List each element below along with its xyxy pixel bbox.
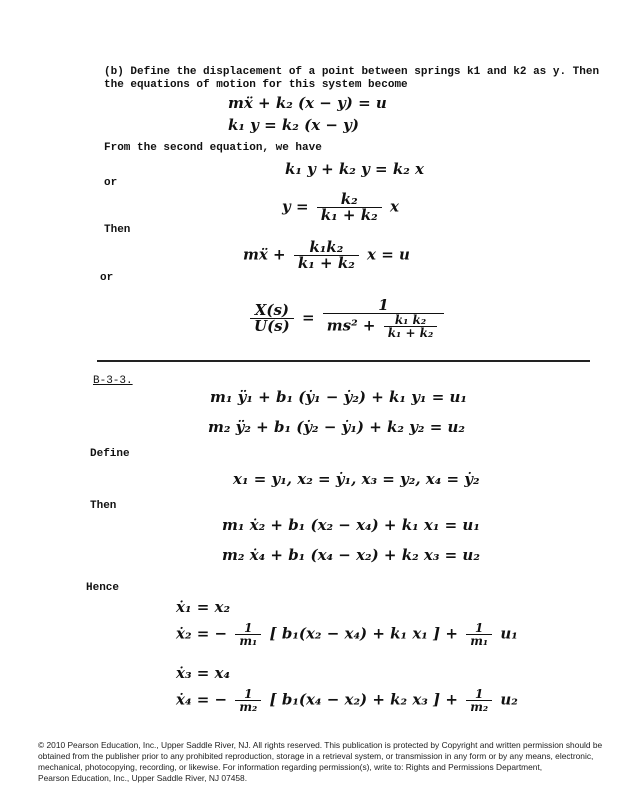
tf-right-denominator — [323, 313, 444, 339]
part-b-intro-line2: the equations of motion for this system become — [104, 79, 408, 91]
s4-lhs: ẋ₄ = − — [176, 690, 228, 709]
y-rhs: x — [389, 197, 399, 216]
footer-line-2: obtained from the publisher prior to any prohibited reproduction, storage in a retrieval system, or transmission in any form or by any means, electronic, — [38, 751, 594, 761]
s2-lhs: ẋ₂ = − — [176, 624, 228, 643]
hence-label: Hence — [86, 582, 120, 594]
s2-frac2-num: 1 — [474, 621, 484, 635]
tf-equals: = — [301, 308, 315, 327]
s2-end: u₁ — [500, 624, 518, 643]
footer-line-4: Pearson Education, Inc., Upper Saddle River, NJ 07458. — [38, 773, 248, 783]
tf-right-fraction — [323, 298, 444, 339]
tf-inner-denominator: k₁ + k₂ — [384, 326, 438, 339]
combined-fraction-numerator: k₁k₂ — [309, 238, 344, 256]
b333-equation-2: m₂ ÿ₂ + b₁ (ẏ₂ − ẏ₁) + k₂ y₂ = u₂ — [208, 418, 465, 436]
state-definitions: x₁ = y₁, x₂ = ẏ₁, x₃ = y₂, x₄ = ẏ₂ — [233, 470, 480, 488]
state-equation-3: ẋ₃ = x₄ — [176, 664, 231, 682]
s2-middle: [ b₁(x₂ − x₄) + k₁ x₁ ] + — [269, 624, 458, 643]
s4-end: u₂ — [500, 690, 518, 709]
then-label-2: Then — [90, 500, 117, 512]
equation-spring-sum: k₁ y + k₂ y = k₂ x — [285, 160, 424, 178]
s4-frac2-den: m₂ — [466, 700, 492, 713]
state-equation-1: ẋ₁ = x₂ — [176, 598, 231, 616]
state-equation-4 — [176, 688, 518, 713]
tf-numerator: X(s) — [254, 301, 289, 319]
y-fraction — [317, 192, 382, 223]
or-label-2: or — [100, 272, 114, 284]
define-label: Define — [90, 448, 130, 460]
tf-denominator: U(s) — [250, 318, 294, 334]
s4-fraction-1 — [235, 688, 261, 713]
s2-fraction-1 — [235, 622, 261, 647]
s4-frac1-den: m₂ — [235, 700, 261, 713]
tf-inner-numerator: k₁ k₂ — [394, 313, 427, 327]
y-fraction-denominator: k₁ + k₂ — [317, 207, 382, 223]
state-equation-2 — [176, 622, 518, 647]
tf-inner-fraction — [384, 314, 438, 339]
from-second-equation-text: From the second equation, we have — [104, 142, 322, 154]
s4-middle: [ b₁(x₄ − x₂) + k₂ x₃ ] + — [269, 690, 458, 709]
combined-rhs: x = u — [367, 245, 410, 264]
equation-motion-2: k₁ y = k₂ (x − y) — [228, 116, 359, 134]
s2-frac1-den: m₁ — [235, 634, 261, 647]
equation-y-solution — [282, 192, 399, 223]
b333-equation-4: m₂ ẋ₄ + b₁ (x₄ − x₂) + k₂ x₃ = u₂ — [222, 546, 480, 564]
tf-left-fraction — [250, 303, 294, 334]
or-label-1: or — [104, 177, 118, 189]
s2-frac2-den: m₁ — [466, 634, 492, 647]
equation-motion-1: mẍ + k₂ (x − y) = u — [228, 94, 387, 112]
problem-label: B-3-3. — [93, 375, 133, 387]
s4-frac1-num: 1 — [244, 687, 253, 701]
s2-fraction-2 — [466, 622, 492, 647]
y-lhs: y = — [282, 197, 309, 216]
footer-line-1: © 2010 Pearson Education, Inc., Upper Saddle River, NJ. All rights reserved. This publication is protected by Copyright and written permission should be — [38, 740, 603, 750]
y-fraction-numerator: k₂ — [340, 190, 358, 208]
combined-fraction — [294, 240, 359, 271]
section-divider — [97, 360, 590, 362]
footer-line-3: mechanical, photocopying, recording, or likewise. For information regarding permission(s), write to: Rights and Permissions Department, — [38, 762, 543, 772]
s2-frac1-num: 1 — [244, 621, 253, 635]
transfer-function — [247, 298, 447, 339]
tf-right-numerator: 1 — [378, 296, 389, 314]
then-label-1: Then — [104, 224, 131, 236]
tf-ms2: ms² + — [326, 316, 376, 335]
part-b-intro-line1: (b) Define the displacement of a point between springs k1 and k2 as y. Then — [104, 66, 600, 78]
combined-fraction-denominator: k₁ + k₂ — [294, 255, 359, 271]
s4-fraction-2 — [466, 688, 492, 713]
s4-frac2-num: 1 — [474, 687, 484, 701]
equation-combined — [243, 240, 410, 271]
copyright-footer — [38, 740, 608, 784]
combined-lhs: mẍ + — [243, 245, 286, 264]
b333-equation-3: m₁ ẋ₂ + b₁ (x₂ − x₄) + k₁ x₁ = u₁ — [222, 516, 480, 534]
b333-equation-1: m₁ ÿ₁ + b₁ (ẏ₁ − ẏ₂) + k₁ y₁ = u₁ — [210, 388, 467, 406]
